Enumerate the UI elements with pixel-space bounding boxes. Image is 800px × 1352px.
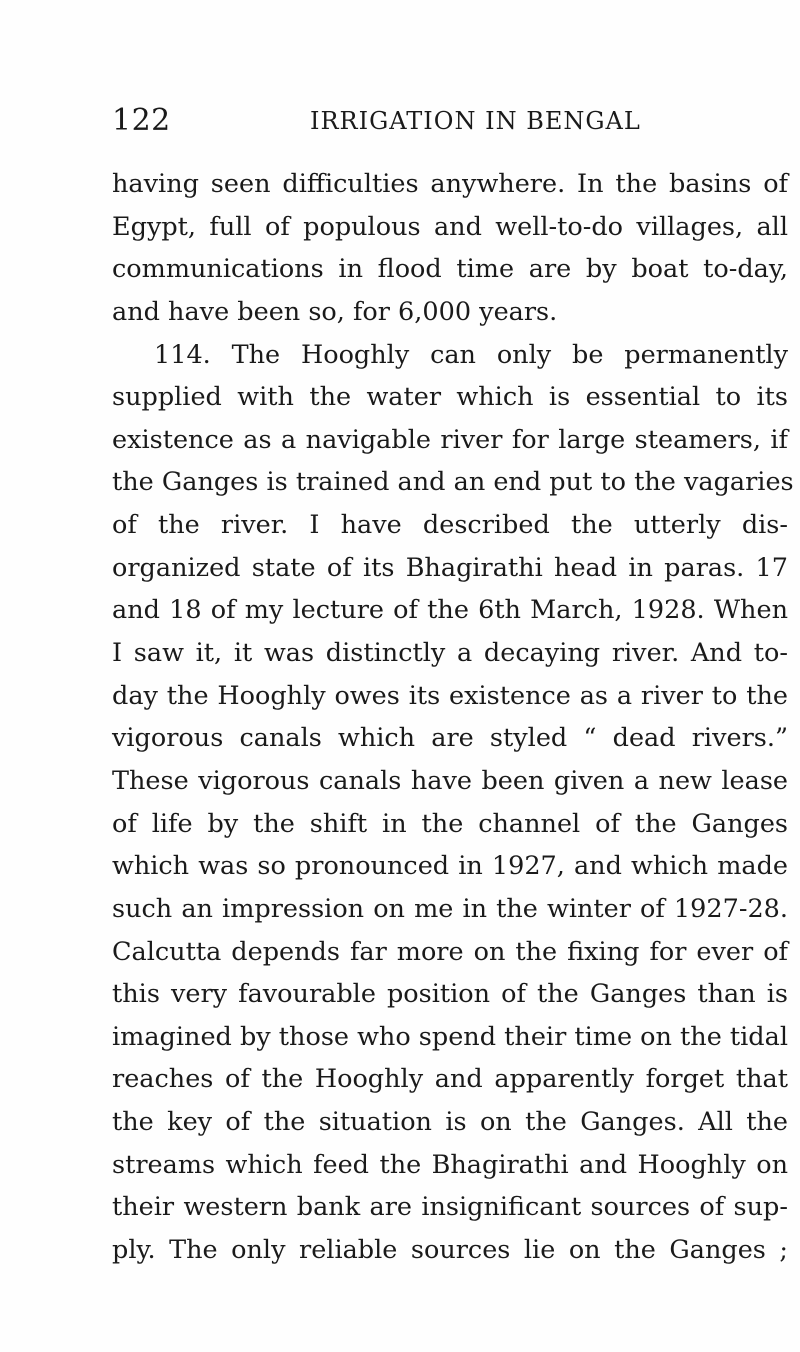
text-line: I saw it, it was distinctly a decaying river. And to- xyxy=(112,638,788,669)
page-header xyxy=(112,103,712,143)
text-line: Calcutta depends far more on the fixing for ever of xyxy=(112,936,788,967)
text-line: These vigorous canals have been given a new lease xyxy=(112,765,788,796)
text-line: and 18 of my lecture of the 6th March, 1928. When xyxy=(112,595,788,626)
text-line: communications in flood time are by boat to-day, xyxy=(112,254,788,285)
text-line: imagined by those who spend their time on the tidal xyxy=(112,1021,788,1052)
page-number: 122 xyxy=(112,103,171,138)
text-line: the key of the situation is on the Ganges. All the xyxy=(112,1107,788,1138)
text-line: reaches of the Hooghly and apparently forget that xyxy=(112,1064,788,1095)
text-line: existence as a navigable river for large steamers, if xyxy=(112,424,788,455)
text-line: and have been so, for 6,000 years. xyxy=(112,296,558,327)
running-head: IRRIGATION IN BENGAL xyxy=(310,107,641,135)
text-line: the Ganges is trained and an end put to the vagaries xyxy=(112,467,794,498)
text-line: such an impression on me in the winter of 1927-28. xyxy=(112,893,788,924)
text-line: their western bank are insignificant sources of sup- xyxy=(112,1192,788,1223)
text-line: of the river. I have described the utterly dis- xyxy=(112,510,788,541)
text-line: ply. The only reliable sources lie on the Ganges ; xyxy=(112,1235,788,1266)
text-line: which was so pronounced in 1927, and which made xyxy=(112,851,788,882)
text-line: of life by the shift in the channel of the Ganges xyxy=(112,808,788,839)
text-line: organized state of its Bhagirathi head in paras. 17 xyxy=(112,552,788,583)
text-line: Egypt, full of populous and well-to-do villages, all xyxy=(112,211,788,242)
text-line: this very favourable position of the Ganges than is xyxy=(112,979,788,1010)
text-line: vigorous canals which are styled “ dead rivers.” xyxy=(112,723,788,754)
text-line: streams which feed the Bhagirathi and Hooghly on xyxy=(112,1149,788,1180)
text-line: day the Hooghly owes its existence as a river to the xyxy=(112,680,788,711)
body-text xyxy=(112,163,794,1272)
text-line: 114. The Hooghly can only be permanently xyxy=(154,339,788,370)
text-line: supplied with the water which is essential to its xyxy=(112,382,788,413)
text-line: having seen difficulties anywhere. In the basins of xyxy=(112,169,788,199)
